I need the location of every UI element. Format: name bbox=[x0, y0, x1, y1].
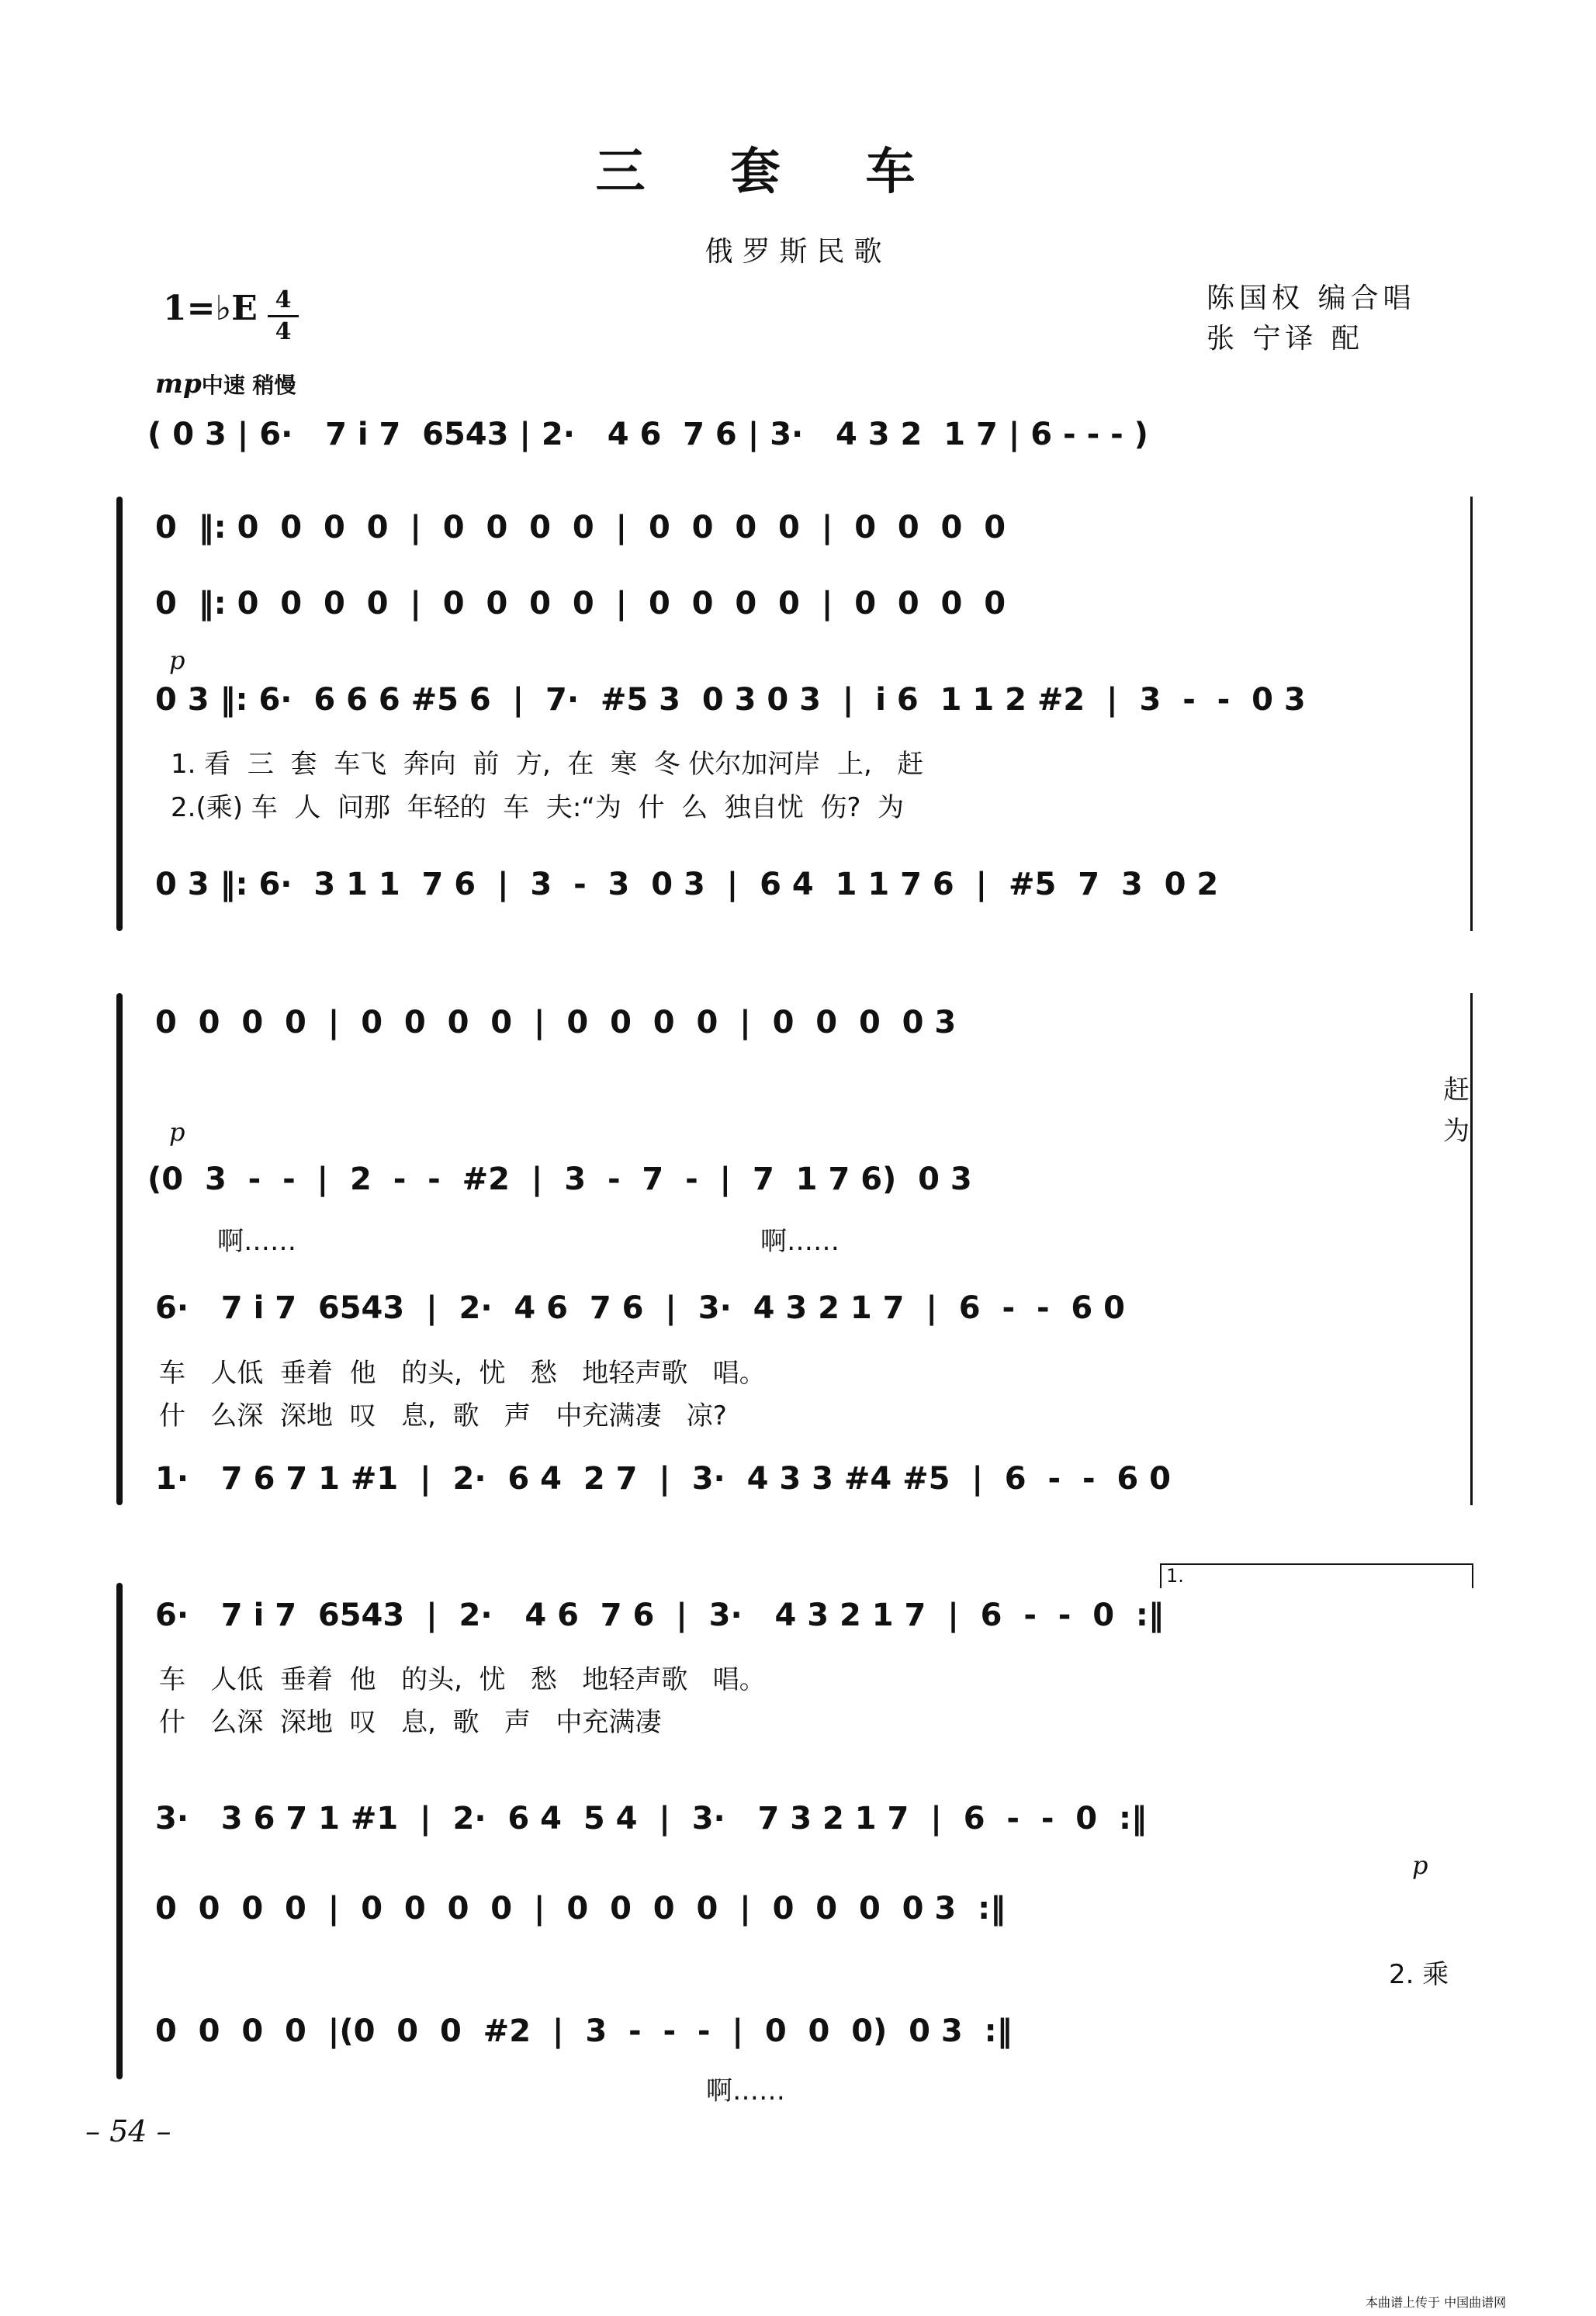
tempo-marking bbox=[155, 369, 296, 400]
arranger-credit: 陈国权 编合唱 bbox=[1207, 282, 1416, 314]
sys1-part1 bbox=[0, 504, 1596, 551]
song-title: 三套车 bbox=[595, 144, 1001, 201]
sys2-part2 bbox=[0, 1156, 1596, 1203]
sys2-part1 bbox=[0, 999, 1596, 1046]
meter-bottom: 4 bbox=[275, 318, 292, 345]
site-watermark: 本曲谱上传于 中国曲谱网 bbox=[1366, 2295, 1507, 2310]
sys1-part2 bbox=[0, 580, 1596, 627]
song-origin: 俄罗斯民歌 bbox=[705, 236, 891, 268]
volta-label: 1. bbox=[1166, 1565, 1184, 1587]
barline-end bbox=[1470, 993, 1473, 1505]
sys2-part3-notes: 6· 7 i 7 6543 | 2· 4 6 7 6 | 3· 4 3 2 1 7 | 6 - - 6 0 bbox=[155, 1290, 1125, 1326]
sys1-lyric-verse1: 1. 看 三 套 车飞 奔向 前 方, 在 寒 冬 伏尔加河岸 上, 赶 bbox=[171, 749, 924, 780]
key-signature: 1=♭E bbox=[163, 289, 258, 328]
sys3-lyric-verse2: 什 么深 深地 叹 息, 歌 声 中充满凄 bbox=[159, 1707, 662, 1738]
first-ending-bracket bbox=[1160, 1563, 1473, 1588]
sys1-part3 bbox=[0, 677, 1596, 723]
sys1-lyric-verse2: 2.(乘) 车 人 问那 年轻的 车 夫:“为 什 么 独自忧 伤? 为 bbox=[171, 792, 905, 823]
sys2-part4 bbox=[0, 1456, 1596, 1502]
sys2-part1-notes: 0 0 0 0 | 0 0 0 0 | 0 0 0 0 | 0 0 0 0 3 bbox=[155, 1005, 957, 1040]
sys1-part4 bbox=[0, 861, 1596, 908]
system-brace bbox=[116, 993, 123, 1505]
sys1-dynamic-p: p bbox=[169, 646, 185, 675]
intro-notes: ( 0 3 | 6· 7 i 7 6543 | 2· 4 6 7 6 | 3· 4 3 2 1 7 | 6 - - - ) bbox=[147, 417, 1148, 452]
sys1-part1-notes: 0 ‖: 0 0 0 0 | 0 0 0 0 | 0 0 0 0 | 0 0 0 0 bbox=[155, 510, 1006, 545]
intro-line bbox=[0, 411, 1596, 458]
meter-top: 4 bbox=[275, 286, 292, 313]
sys2-part2-notes: (0 3 - - | 2 - - #2 | 3 - 7 - | 7 1 7 6) 0 3 bbox=[147, 1161, 972, 1197]
sys1-part2-notes: 0 ‖: 0 0 0 0 | 0 0 0 0 | 0 0 0 0 | 0 0 0 0 bbox=[155, 586, 1006, 621]
sys2-side-lyric-1: 赶 bbox=[1443, 1075, 1470, 1106]
tempo-text: 中速 稍慢 bbox=[201, 372, 296, 398]
sys2-part4-notes: 1· 7 6 7 1 #1 | 2· 6 4 2 7 | 3· 4 3 3 #4 #5 | 6 - - 6 0 bbox=[155, 1461, 1171, 1497]
sys2-aah-2: 啊…… bbox=[760, 1226, 840, 1257]
sys1-part3-notes: 0 3 ‖: 6· 6 6 6 #5 6 | 7· #5 3 0 3 0 3 | i 6 1 1 2 #2 | 3 - - 0 3 bbox=[155, 682, 1306, 718]
sys3-part4-notes: 0 0 0 0 |(0 0 0 #2 | 3 - - - | 0 0 0) 0 3 :‖ bbox=[155, 2013, 1013, 2049]
sys3-part1-notes: 6· 7 i 7 6543 | 2· 4 6 7 6 | 3· 4 3 2 1 7 | 6 - - 0 :‖ bbox=[155, 1598, 1164, 1633]
sys2-dynamic-p: p bbox=[169, 1117, 185, 1147]
sys3-verse2-cue: 2. 乘 bbox=[1389, 1959, 1449, 1990]
sys3-aah: 啊…… bbox=[706, 2075, 785, 2107]
sys3-part3 bbox=[0, 1885, 1596, 1932]
sys3-part4 bbox=[0, 2008, 1596, 2055]
time-signature bbox=[268, 287, 299, 345]
lyric-credit: 张 宁译 配 bbox=[1207, 323, 1364, 355]
sys1-part4-notes: 0 3 ‖: 6· 3 1 1 7 6 | 3 - 3 0 3 | 6 4 1 1 7 6 | #5 7 3 0 2 bbox=[155, 867, 1219, 902]
sys2-part3 bbox=[0, 1285, 1596, 1331]
dynamic-mp: mp bbox=[155, 369, 202, 400]
sys3-part1 bbox=[0, 1592, 1596, 1639]
page-number: – 54 – bbox=[85, 2114, 171, 2148]
sys2-lyric-verse2: 什 么深 深地 叹 息, 歌 声 中充满凄 凉? bbox=[159, 1400, 727, 1431]
sys2-side-lyric-2: 为 bbox=[1443, 1116, 1470, 1147]
sys3-dynamic-p: p bbox=[1412, 1850, 1428, 1880]
sys3-lyric-verse1: 车 人低 垂着 他 的头, 忧 愁 地轻声歌 唱。 bbox=[159, 1664, 766, 1695]
sys3-part2-notes: 3· 3 6 7 1 #1 | 2· 6 4 5 4 | 3· 7 3 2 1 7 | 6 - - 0 :‖ bbox=[155, 1801, 1147, 1837]
sys3-part3-notes: 0 0 0 0 | 0 0 0 0 | 0 0 0 0 | 0 0 0 0 3 :‖ bbox=[155, 1891, 1006, 1927]
sys3-part2 bbox=[0, 1795, 1596, 1842]
sys2-lyric-verse1: 车 人低 垂着 他 的头, 忧 愁 地轻声歌 唱。 bbox=[159, 1358, 766, 1389]
sys2-aah-1: 啊…… bbox=[217, 1226, 296, 1257]
